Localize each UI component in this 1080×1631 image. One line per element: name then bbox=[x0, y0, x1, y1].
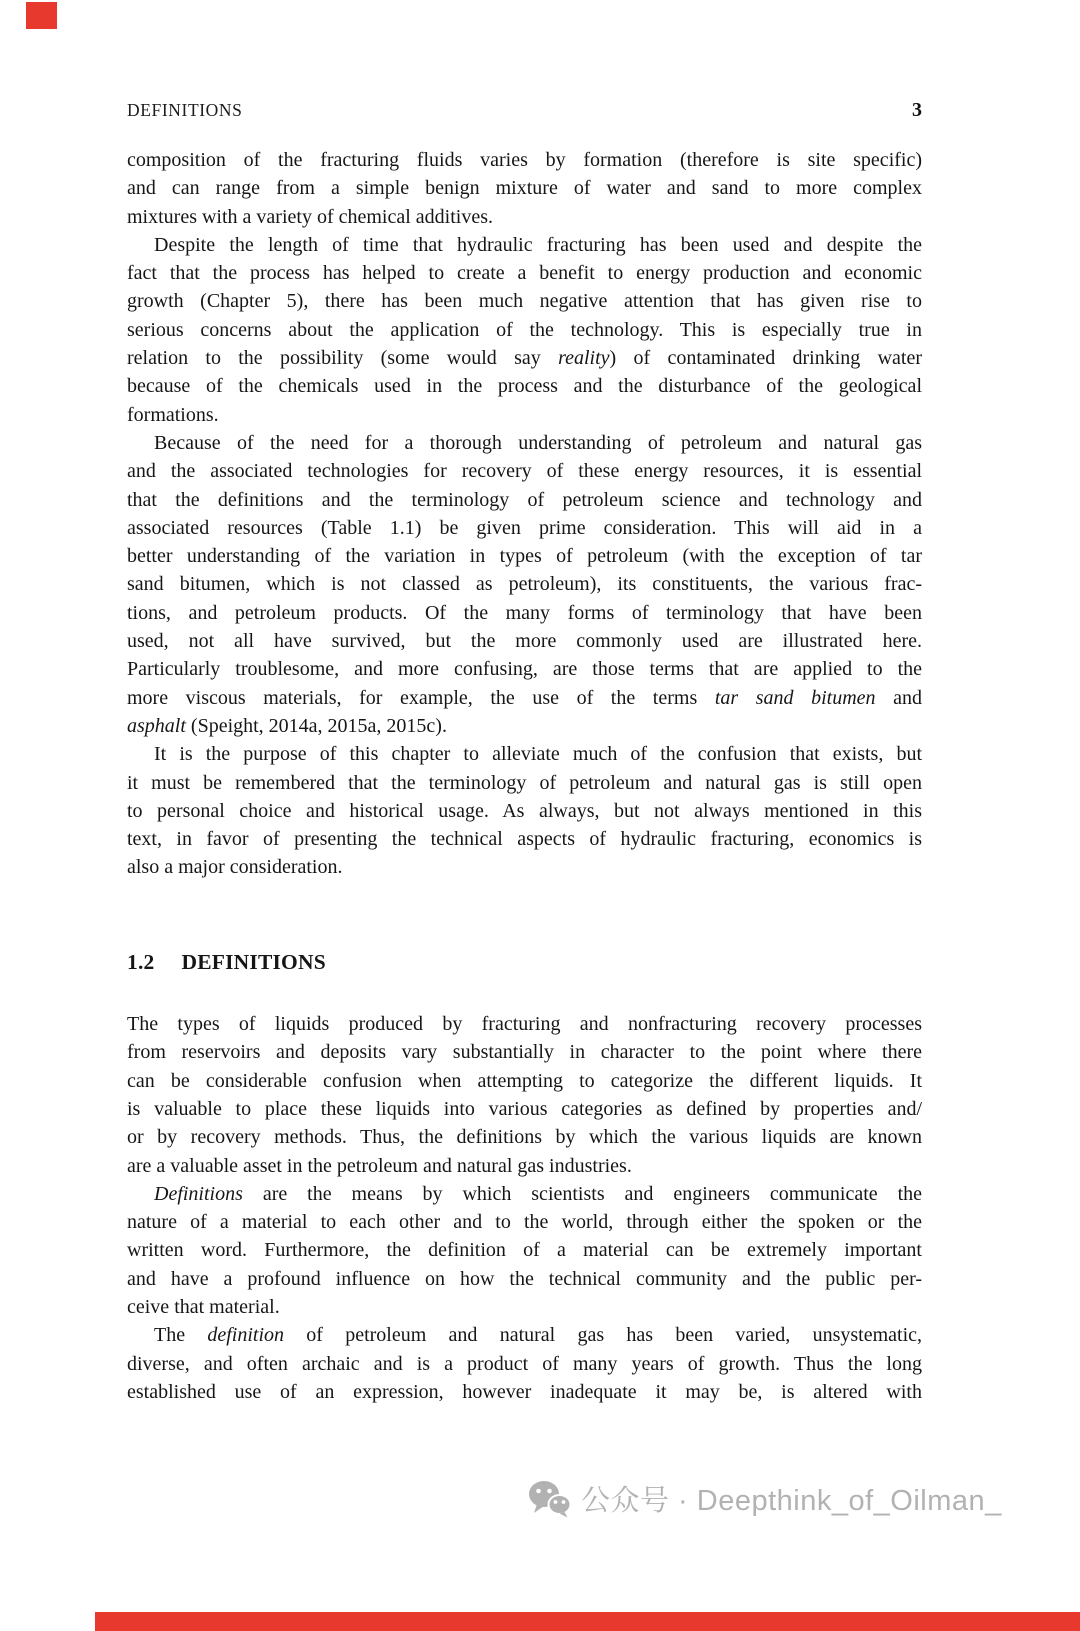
text-line: used, not all have survived, but the more commonly used are illustrated here. bbox=[127, 630, 922, 653]
paragraph bbox=[127, 429, 922, 740]
text-line: because of the chemicals used in the process and the disturbance of the geological bbox=[127, 375, 922, 398]
text-line: The definition of petroleum and natural gas has been varied, unsystematic, bbox=[154, 1324, 922, 1347]
paragraph bbox=[127, 1180, 922, 1321]
text-line: more viscous materials, for example, the use of the terms tar sand bitumen and bbox=[127, 686, 922, 709]
text-line: can be considerable confusion when attempting to categorize the different liquids. It bbox=[127, 1069, 922, 1092]
text-line: written word. Furthermore, the definition of a material can be extremely important bbox=[127, 1239, 922, 1262]
running-header bbox=[127, 99, 922, 122]
text-line: nature of a material to each other and to the world, through either the spoken or the bbox=[127, 1211, 922, 1234]
text-line: Particularly troublesome, and more confusing, are those terms that are applied to the bbox=[127, 658, 922, 681]
text-line: The types of liquids produced by fracturing and nonfracturing recovery processes bbox=[127, 1013, 922, 1036]
red-marker-top-left bbox=[26, 2, 57, 29]
text-line: and have a profound influence on how the technical community and the public per- bbox=[127, 1267, 922, 1290]
text-line: to personal choice and historical usage. As always, but not always mentioned in this bbox=[127, 799, 922, 822]
text-line: and can range from a simple benign mixture of water and sand to more complex bbox=[127, 177, 922, 200]
text-line: also a major consideration. bbox=[127, 856, 343, 879]
section-heading bbox=[127, 948, 922, 976]
text-line: fact that the process has helped to create a benefit to energy production and economic bbox=[127, 262, 922, 285]
article bbox=[127, 146, 922, 1406]
text-line: better understanding of the variation in types of petroleum (with the exception of tar bbox=[127, 545, 922, 568]
paragraph bbox=[127, 740, 922, 881]
watermark bbox=[528, 1478, 1002, 1519]
text-line: mixtures with a variety of chemical additives. bbox=[127, 205, 493, 228]
paragraph bbox=[127, 231, 922, 429]
text-line: text, in favor of presenting the technical aspects of hydraulic fracturing, economics is bbox=[127, 828, 922, 851]
section-heading-title: DEFINITIONS bbox=[181, 949, 326, 974]
text-line: established use of an expression, however inadequate it may be, is altered with bbox=[127, 1380, 922, 1403]
text-line: is valuable to place these liquids into various categories as defined by properties and/ bbox=[127, 1097, 922, 1120]
running-head-title: DEFINITIONS bbox=[127, 100, 243, 120]
text-line: it must be remembered that the terminology of petroleum and natural gas is still open bbox=[127, 771, 922, 794]
text-line: asphalt (Speight, 2014a, 2015a, 2015c). bbox=[127, 714, 447, 737]
watermark-text: 公众号 · Deepthink_of_Oilman_ bbox=[581, 1485, 1002, 1517]
text-line: Despite the length of time that hydraulic fracturing has been used and despite the bbox=[154, 233, 922, 256]
text-line: from reservoirs and deposits vary substantially in character to the point where there bbox=[127, 1041, 922, 1064]
red-marker-bottom-bar bbox=[95, 1612, 1080, 1631]
text-line: Definitions are the means by which scientists and engineers communicate the bbox=[154, 1182, 922, 1205]
text-line: associated resources (Table 1.1) be given prime consideration. This will aid in a bbox=[127, 516, 922, 539]
text-line: and the associated technologies for recovery of these energy resources, it is essential bbox=[127, 460, 922, 483]
text-line: It is the purpose of this chapter to alleviate much of the confusion that exists, but bbox=[154, 743, 922, 766]
text-line: are a valuable asset in the petroleum and natural gas industries. bbox=[127, 1154, 632, 1177]
text-line: diverse, and often archaic and is a product of many years of growth. Thus the long bbox=[127, 1352, 922, 1375]
text-line: growth (Chapter 5), there has been much negative attention that has given rise to bbox=[127, 290, 922, 313]
paragraph bbox=[127, 1010, 922, 1180]
text-line: that the definitions and the terminology of petroleum science and technology and bbox=[127, 488, 922, 511]
text-line: Because of the need for a thorough understanding of petroleum and natural gas bbox=[154, 431, 922, 454]
text-line: composition of the fracturing fluids varies by formation (therefore is site specific) bbox=[127, 149, 922, 171]
page-number: 3 bbox=[912, 99, 922, 121]
text-line: or by recovery methods. Thus, the definitions by which the various liquids are known bbox=[127, 1126, 922, 1149]
text-line: ceive that material. bbox=[127, 1295, 280, 1318]
text-line: sand bitumen, which is not classed as petroleum), its constituents, the various frac- bbox=[127, 573, 922, 596]
section-heading-number: 1.2 bbox=[127, 949, 155, 974]
wechat-icon bbox=[528, 1480, 572, 1518]
text-line: relation to the possibility (some would say reality) of contaminated drinking water bbox=[127, 347, 922, 370]
paragraph bbox=[127, 146, 922, 231]
text-line: formations. bbox=[127, 403, 219, 426]
text-line: tions, and petroleum products. Of the many forms of terminology that have been bbox=[127, 601, 922, 624]
paragraph bbox=[127, 1321, 922, 1406]
text-line: serious concerns about the application of the technology. This is especially true in bbox=[127, 318, 922, 341]
